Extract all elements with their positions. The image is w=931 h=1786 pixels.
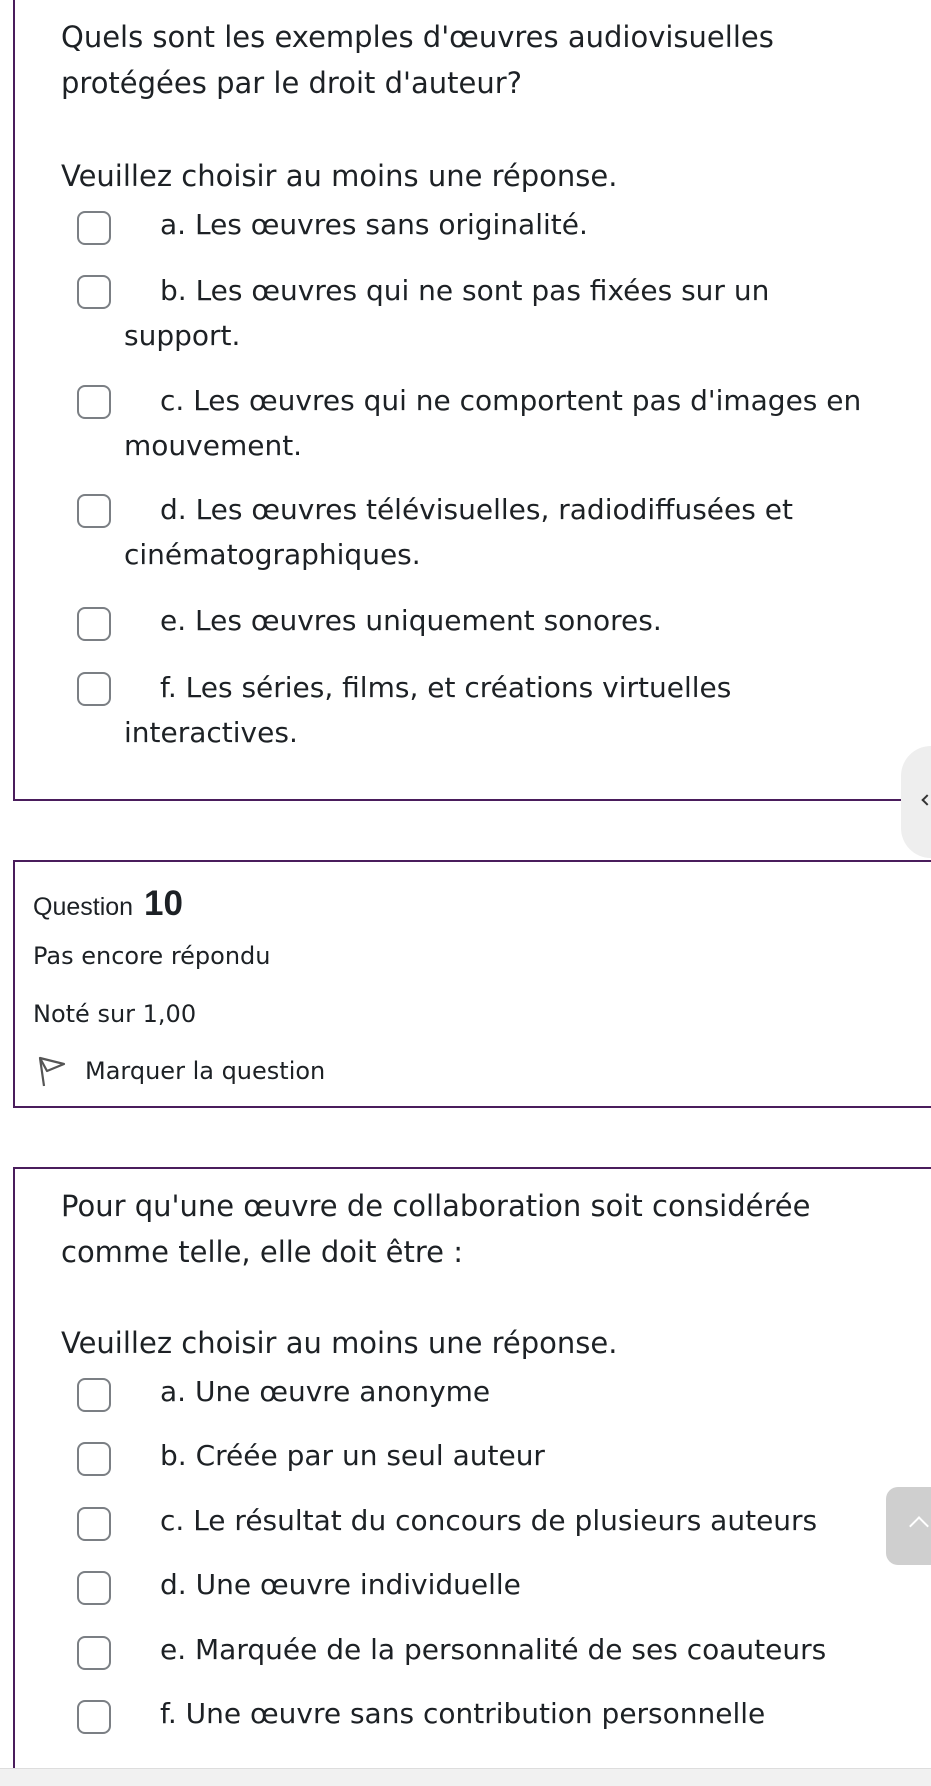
answer-prompt: Veuillez choisir au moins une réponse. <box>61 159 618 193</box>
question-state: Pas encore répondu <box>33 942 271 970</box>
question-label: Question <box>33 893 134 921</box>
bottom-bar <box>0 1768 931 1786</box>
question-number-value: 10 <box>144 884 183 923</box>
answer-option-label[interactable]: a. Les œuvres sans originalité. <box>160 208 588 241</box>
answer-option-label[interactable]: b. Créée par un seul auteur <box>160 1439 545 1472</box>
checkbox[interactable] <box>77 1378 111 1412</box>
question-9-content <box>13 0 931 801</box>
question-10-info <box>13 860 931 1108</box>
flag-icon <box>35 1054 69 1088</box>
checkbox[interactable] <box>77 275 111 309</box>
question-grade: Noté sur 1,00 <box>33 1000 197 1028</box>
flag-question-link[interactable] <box>35 1054 325 1088</box>
answer-prompt: Veuillez choisir au moins une réponse. <box>61 1326 618 1360</box>
chevron-up-icon <box>909 1516 929 1536</box>
checkbox[interactable] <box>77 607 111 641</box>
answer-option-label[interactable]: e. Les œuvres uniquement sonores. <box>160 604 662 637</box>
answer-option-label[interactable]: b. Les œuvres qui ne sont pas fixées sur un support. <box>124 274 770 352</box>
answer-option-label[interactable]: c. Les œuvres qui ne comportent pas d'images en mouvement. <box>124 384 862 462</box>
checkbox[interactable] <box>77 1636 111 1670</box>
question-text: Pour qu'une œuvre de collaboration soit considérée comme telle, elle doit être : <box>61 1189 811 1269</box>
answer-option-label[interactable]: f. Une œuvre sans contribution personnelle <box>160 1697 766 1730</box>
checkbox[interactable] <box>77 1507 111 1541</box>
chevron-left-icon <box>921 794 931 805</box>
flag-question-label[interactable]: Marquer la question <box>85 1057 326 1085</box>
checkbox[interactable] <box>77 494 111 528</box>
checkbox[interactable] <box>77 1442 111 1476</box>
drawer-toggle-tab[interactable] <box>901 746 931 858</box>
answer-option-label[interactable]: f. Les séries, films, et créations virtuelles interactives. <box>124 671 732 749</box>
question-10-content <box>13 1167 931 1786</box>
back-to-top-button[interactable] <box>886 1487 931 1565</box>
question-text: Quels sont les exemples d'œuvres audiovisuelles protégées par le droit d'auteur? <box>61 20 774 100</box>
checkbox[interactable] <box>77 385 111 419</box>
checkbox[interactable] <box>77 1571 111 1605</box>
answer-option-label[interactable]: d. Une œuvre individuelle <box>160 1568 521 1601</box>
answer-option-label[interactable]: a. Une œuvre anonyme <box>160 1375 491 1408</box>
checkbox[interactable] <box>77 1700 111 1734</box>
question-number <box>33 884 183 924</box>
checkbox[interactable] <box>77 672 111 706</box>
checkbox[interactable] <box>77 211 111 245</box>
answer-option-label[interactable]: e. Marquée de la personnalité de ses coauteurs <box>160 1633 827 1666</box>
answer-option-label[interactable]: c. Le résultat du concours de plusieurs auteurs <box>160 1504 818 1537</box>
answer-option-label[interactable]: d. Les œuvres télévisuelles, radiodiffusées et cinématographiques. <box>124 493 793 571</box>
